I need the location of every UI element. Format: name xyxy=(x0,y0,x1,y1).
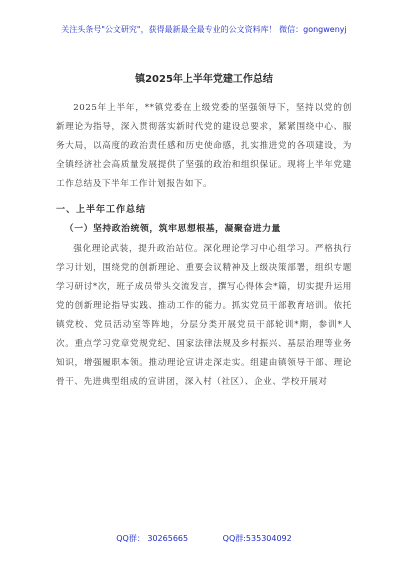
section-heading: 一、上半年工作总结 xyxy=(56,205,147,215)
footer-qq-group-2: QQ群:535304092 xyxy=(222,534,292,543)
subsection-body: 强化理论武装，提升政治站位。深化理论学习中心组学习。严格执行学习计划，围绕党的创新理论、重要会议精神及上级决策部署，组织专题学习研讨*次，班子成员带头交流发言，撰写心得体会*篇，切实提升运用党的创新理论指导实践、推动工作的能力。抓实党员干部教育培训。依托镇党校、党员活动室等阵地，分层分类开展党员干部轮训*期，参训*人次。重点学习党章党规党纪、国家法律法规及乡村振兴、基层治理等业务知识，增强履职本领。推动理论宣讲走深走实。组建由镇领导干部、理论骨干、先进典型组成的宣讲团，深入村（社区）、企业、学校开展对 xyxy=(56,244,352,387)
intro-paragraph: 2025年上半年，**镇党委在上级党委的坚强领导下，坚持以党的创新理论为指导，深入贯彻落实新时代党的建设总要求，紧紧围绕中心、服务大局，以高度的政治责任感和历史使命感，扎实推进党的各项建设，为全镇经济社会高质量发展提供了坚强的政治和组织保证。现将上半年党建工作总结及下半年工作计划报告如下。 xyxy=(56,103,352,189)
footer-qq-group-1: QQ群： 30265665 xyxy=(116,534,189,543)
document-page xyxy=(56,58,352,392)
document-title: 镇2025年上半年党建工作总结 xyxy=(135,74,273,85)
footer-contact xyxy=(0,533,408,544)
header-banner: 关注头条号"公文研究"，获得最新最全最专业的公文资料库！ 微信：gongwenyj xyxy=(61,25,347,34)
subsection-heading: （一）坚持政治统领，筑牢思想根基，凝聚奋进力量 xyxy=(64,224,281,234)
